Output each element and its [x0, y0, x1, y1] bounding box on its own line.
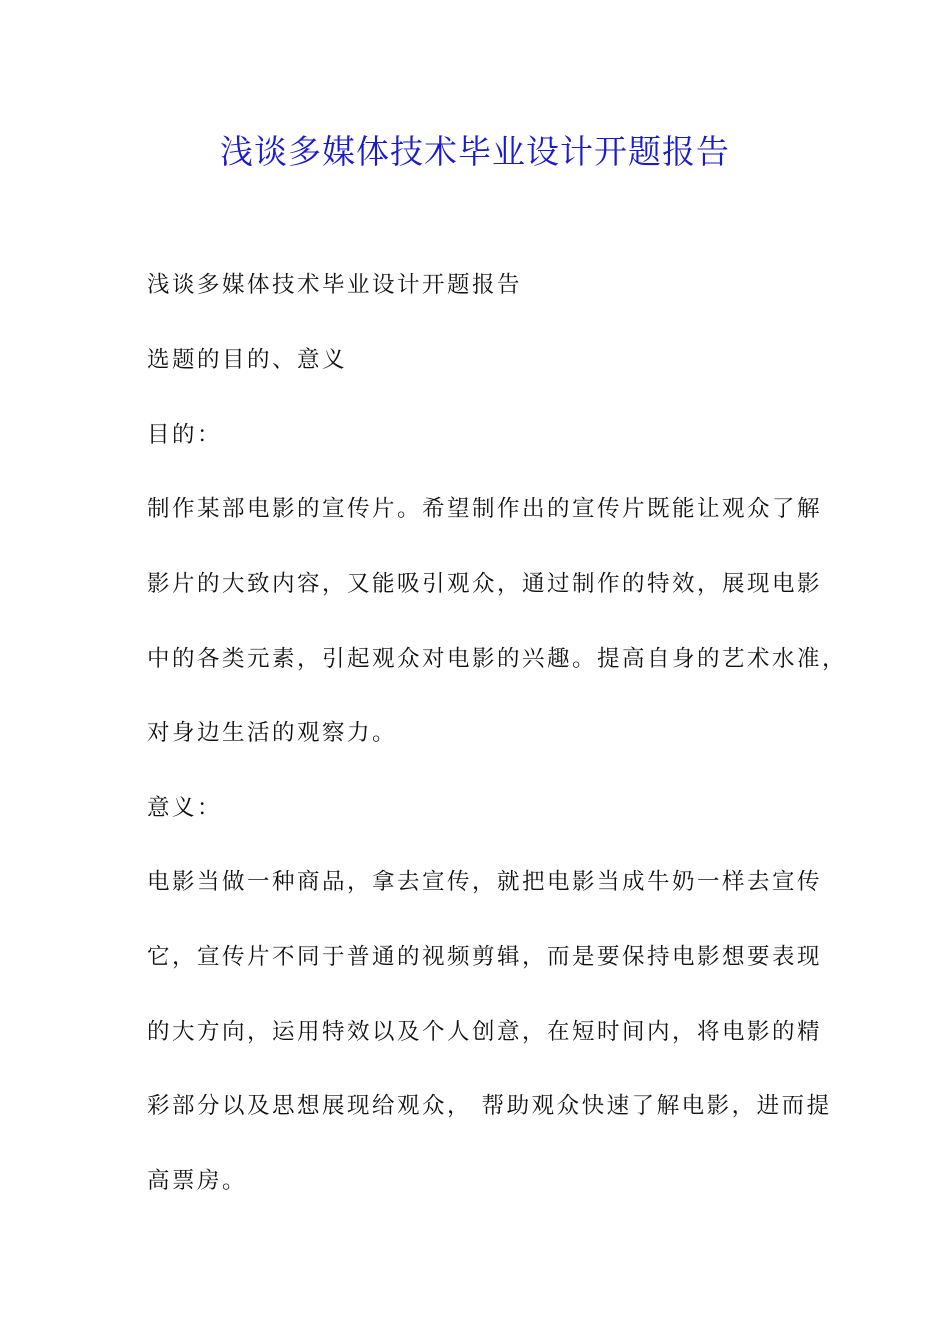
heading-meaning: 意义：: [147, 795, 223, 821]
paragraph-line: 制作某部电影的宣传片。希望制作出的宣传片既能让观众了解: [147, 496, 823, 522]
paragraph-line: 影片的大致内容，又能吸引观众，通过制作的特效，展现电影: [147, 571, 823, 597]
paragraph-line: 中的各类元素，引起观众对电影的兴趣。提高自身的艺术水准，: [147, 646, 848, 672]
subtitle-line: 浅谈多媒体技术毕业设计开题报告: [147, 272, 523, 298]
document-title: 浅谈多媒体技术毕业设计开题报告: [220, 132, 730, 171]
paragraph-line: 它，宣传片不同于普通的视频剪辑，而是要保持电影想要表现: [147, 944, 823, 970]
paragraph-line: 彩部分以及思想展现给观众， 帮助观众快速了解电影，进而提: [147, 1093, 832, 1119]
paragraph-line: 高票房。: [147, 1168, 248, 1194]
paragraph-line: 对身边生活的观察力。: [147, 720, 398, 746]
section-heading-purpose-meaning: 选题的目的、意义: [147, 347, 348, 373]
paragraph-line: 电影当做一种商品，拿去宣传，就把电影当成牛奶一样去宣传: [147, 869, 823, 895]
heading-purpose: 目的：: [147, 422, 223, 448]
paragraph-line: 的大方向，运用特效以及个人创意，在短时间内，将电影的精: [147, 1019, 823, 1045]
